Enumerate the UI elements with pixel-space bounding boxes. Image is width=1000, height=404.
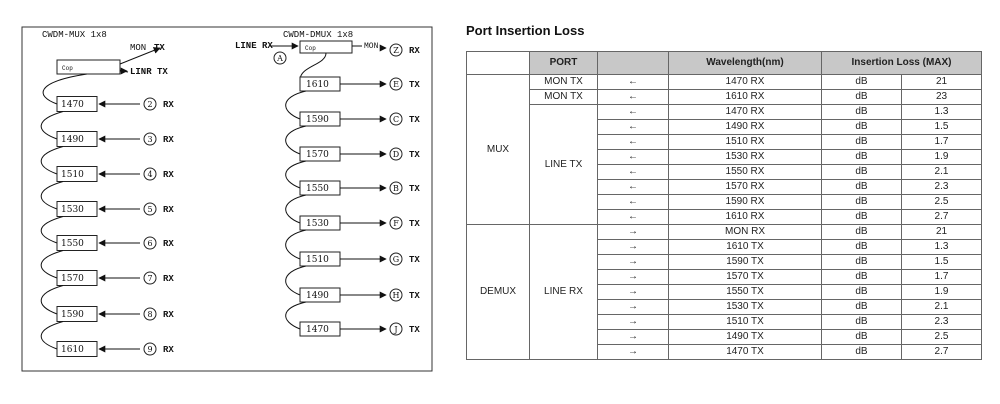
loss-value-cell: 2.1 (902, 165, 982, 180)
mux-port-suffix: RX (163, 205, 174, 215)
unit-cell: dB (822, 240, 902, 255)
direction-cell: ← (598, 180, 669, 195)
mux-channel (43, 74, 174, 112)
mux-port-suffix: RX (163, 170, 174, 180)
mux-filter-wl: 1530 (61, 205, 84, 215)
unit-cell: dB (822, 105, 902, 120)
demux-channel (286, 161, 421, 195)
direction-cell: → (598, 255, 669, 270)
wavelength-cell: 1490 RX (669, 120, 822, 135)
mux-channel (41, 147, 174, 182)
mux-port-suffix: RX (163, 135, 174, 145)
unit-cell: dB (822, 90, 902, 105)
wavelength-cell: 1470 RX (669, 105, 822, 120)
direction-cell: ← (598, 210, 669, 225)
demux-coupler-label: Cop (305, 45, 316, 52)
mux-line-label: LINR TX (130, 67, 168, 77)
wavelength-cell: MON RX (669, 225, 822, 240)
mux-filter-wl: 1610 (61, 345, 84, 355)
unit-cell: dB (822, 300, 902, 315)
demux-port-suffix: TX (409, 150, 420, 160)
demux-port-suffix: TX (409, 80, 420, 90)
unit-cell: dB (822, 210, 902, 225)
demux-port-suffix: TX (409, 219, 420, 229)
mux-channel (41, 251, 174, 286)
wavelength-cell: 1510 RX (669, 135, 822, 150)
demux-mon-suffix: RX (409, 46, 420, 56)
wavelength-cell: 1590 RX (669, 195, 822, 210)
demux-filter-wl: 1610 (306, 80, 329, 90)
unit-cell: dB (822, 270, 902, 285)
direction-cell: → (598, 330, 669, 345)
loss-value-cell: 2.7 (902, 210, 982, 225)
demux-filter-wl: 1530 (306, 219, 329, 229)
mux-mon-label: MON (130, 43, 147, 53)
wavelength-cell: 1530 TX (669, 300, 822, 315)
mux-filter-wl: 1550 (61, 239, 84, 249)
direction-cell: ← (598, 90, 669, 105)
direction-cell: → (598, 315, 669, 330)
demux-line-port: A (277, 54, 283, 63)
wavelength-cell: 1570 RX (669, 180, 822, 195)
demux-channel (286, 91, 421, 126)
header-wavelength: Wavelength(nm) (669, 52, 822, 75)
header-port: PORT (530, 52, 598, 75)
wavelength-cell: 1510 TX (669, 315, 822, 330)
direction-cell: → (598, 285, 669, 300)
port-cell: LINE RX (530, 225, 598, 360)
unit-cell: dB (822, 330, 902, 345)
direction-cell: → (598, 300, 669, 315)
demux-filter-wl: 1510 (306, 255, 329, 265)
mux-filter-wl: 1510 (61, 170, 84, 180)
table-header-row (467, 52, 982, 75)
direction-cell: → (598, 345, 669, 360)
wavelength-cell: 1610 RX (669, 210, 822, 225)
port-cell: MON TX (530, 75, 598, 90)
header-blank (467, 52, 530, 75)
mux-port-number: 9 (147, 345, 153, 354)
mux-filter-wl: 1490 (61, 135, 84, 145)
direction-cell: → (598, 270, 669, 285)
unit-cell: dB (822, 75, 902, 90)
demux-port-suffix: TX (409, 184, 420, 194)
unit-cell: dB (822, 135, 902, 150)
wavelength-cell: 1530 RX (669, 150, 822, 165)
port-cell: MON TX (530, 90, 598, 105)
demux-port-letter: H (392, 291, 400, 300)
direction-cell: ← (598, 105, 669, 120)
demux-channel (286, 126, 421, 161)
demux-coupler (300, 41, 352, 53)
mux-channel (41, 217, 174, 251)
header-loss: Insertion Loss (MAX) (822, 52, 982, 75)
loss-value-cell: 1.9 (902, 285, 982, 300)
loss-value-cell: 2.5 (902, 330, 982, 345)
group-cell-mux: MUX (467, 75, 530, 225)
demux-port-letter: G (392, 255, 400, 264)
mux-title: CWDM-MUX 1x8 (42, 30, 107, 40)
loss-value-cell: 2.3 (902, 180, 982, 195)
direction-cell: → (598, 240, 669, 255)
direction-cell: ← (598, 195, 669, 210)
wavelength-cell: 1470 RX (669, 75, 822, 90)
demux-channel (286, 195, 421, 230)
table-row (467, 105, 982, 120)
demux-filter-wl: 1490 (306, 291, 329, 301)
demux-port-suffix: TX (409, 291, 420, 301)
demux-channel (300, 77, 420, 91)
mux-port-number: 5 (147, 205, 153, 214)
demux-title: CWDM-DMUX 1x8 (283, 30, 354, 40)
mux-port-suffix: RX (163, 239, 174, 249)
unit-cell: dB (822, 285, 902, 300)
group-cell-demux: DEMUX (467, 225, 530, 360)
mux-port-suffix: RX (163, 310, 174, 320)
mux-channel (41, 322, 174, 357)
demux-line-label: LINE RX (235, 41, 273, 51)
table-row (467, 225, 982, 240)
wavelength-cell: 1470 TX (669, 345, 822, 360)
direction-cell: ← (598, 150, 669, 165)
loss-value-cell: 21 (902, 75, 982, 90)
mux-filter-wl: 1470 (61, 100, 84, 110)
mux-channel (41, 286, 174, 322)
mux-coupler (57, 60, 120, 74)
mux-channel (41, 182, 174, 217)
mux-port-number: 6 (147, 239, 153, 248)
mux-channel (41, 112, 174, 147)
demux-filter-wl: 1470 (306, 325, 329, 335)
mux-filter-wl: 1570 (61, 274, 84, 284)
wavelength-cell: 1570 TX (669, 270, 822, 285)
wavelength-cell: 1550 TX (669, 285, 822, 300)
unit-cell: dB (822, 120, 902, 135)
wavelength-cell: 1550 RX (669, 165, 822, 180)
mux-port-number: 3 (147, 135, 153, 144)
direction-cell: ← (598, 75, 669, 90)
wavelength-cell: 1590 TX (669, 255, 822, 270)
unit-cell: dB (822, 315, 902, 330)
port-cell: LINE TX (530, 105, 598, 225)
demux-filter-wl: 1570 (306, 150, 329, 160)
mux-channels (41, 74, 174, 357)
loss-value-cell: 2.1 (902, 300, 982, 315)
loss-value-cell: 21 (902, 225, 982, 240)
mux-port-number: 7 (147, 274, 153, 283)
loss-value-cell: 2.3 (902, 315, 982, 330)
unit-cell: dB (822, 225, 902, 240)
mux-filter-wl: 1590 (61, 310, 84, 320)
demux-channel (286, 266, 421, 302)
direction-cell: ← (598, 120, 669, 135)
demux-port-letter: B (393, 184, 399, 193)
loss-value-cell: 23 (902, 90, 982, 105)
mux-coupler-label: Cop (62, 65, 73, 72)
wavelength-cell: 1610 RX (669, 90, 822, 105)
demux-port-letter: C (392, 115, 400, 124)
mux-mon-suffix: TX (154, 43, 165, 53)
loss-value-cell: 1.7 (902, 270, 982, 285)
mux-port-number: 2 (147, 100, 153, 109)
unit-cell: dB (822, 165, 902, 180)
demux-filter-wl: 1550 (306, 184, 329, 194)
direction-cell: ← (598, 135, 669, 150)
wavelength-cell: 1490 TX (669, 330, 822, 345)
cwdm-diagram (0, 0, 460, 404)
demux-port-letter: J (394, 325, 398, 334)
loss-value-cell: 2.5 (902, 195, 982, 210)
mux-port-number: 4 (147, 170, 153, 179)
mux-port-suffix: RX (163, 345, 174, 355)
loss-value-cell: 1.3 (902, 240, 982, 255)
wavelength-cell: 1610 TX (669, 240, 822, 255)
demux-port-letter: F (393, 219, 399, 228)
unit-cell: dB (822, 150, 902, 165)
unit-cell: dB (822, 195, 902, 210)
demux-filter-wl: 1590 (306, 115, 329, 125)
loss-value-cell: 2.7 (902, 345, 982, 360)
demux-mon-label: MON (364, 42, 379, 51)
demux-channel (286, 302, 421, 336)
table-row (467, 90, 982, 105)
unit-cell: dB (822, 345, 902, 360)
mux-port-suffix: RX (163, 100, 174, 110)
loss-value-cell: 1.5 (902, 120, 982, 135)
insertion-loss-table (466, 51, 982, 360)
loss-value-cell: 1.3 (902, 105, 982, 120)
demux-port-suffix: TX (409, 115, 420, 125)
demux-port-suffix: TX (409, 255, 420, 265)
loss-value-cell: 1.5 (902, 255, 982, 270)
direction-cell: → (598, 225, 669, 240)
demux-channels (286, 77, 421, 336)
table-row (467, 75, 982, 90)
demux-channel (286, 230, 421, 266)
demux-port-letter: E (393, 80, 399, 89)
demux-mon-port: Z (393, 46, 399, 55)
table-title: Port Insertion Loss (466, 23, 585, 38)
demux-port-suffix: TX (409, 325, 420, 335)
loss-value-cell: 1.9 (902, 150, 982, 165)
unit-cell: dB (822, 255, 902, 270)
unit-cell: dB (822, 180, 902, 195)
header-direction (598, 52, 669, 75)
demux-port-letter: D (392, 150, 400, 159)
loss-value-cell: 1.7 (902, 135, 982, 150)
mux-port-suffix: RX (163, 274, 174, 284)
direction-cell: ← (598, 165, 669, 180)
mux-port-number: 8 (147, 310, 153, 319)
